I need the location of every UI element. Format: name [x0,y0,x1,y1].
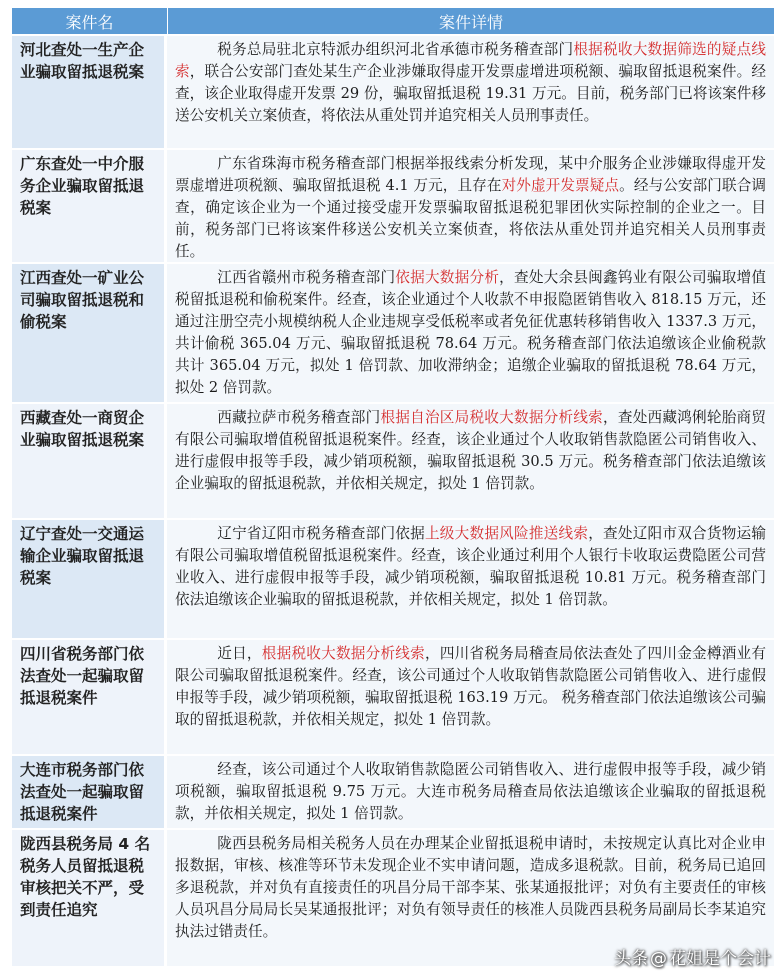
detail-text: 近日， [217,645,262,662]
detail-text: 税务总局驻北京特派办组织河北省承德市税务稽查部门 [217,41,574,58]
table-header [12,8,774,36]
detail-text: ，查处大余县闽鑫钨业有限公司骗取增值税留抵退税和偷税案件。经查，该企业通过个人收款不申报隐匿销售收入 818.15 万元，还通过注册空壳小规模纳税人企业违规享受低税率或者免征优惠转移销售收入 1337.3 万元，共计偷税 365.04 万元、骗取留抵退税 78.64 万元。税务稽查部门依法追缴该企业偷税款共计 365.04 万元，拟处 1 倍罚款、加收滞纳金；追缴企业骗取的留抵退税 78.64 万元，拟处 2 倍罚款。 [175,269,766,396]
detail-text: 江西省赣州市税务稽查部门 [217,269,396,286]
table-row [12,404,774,520]
table-row [12,150,774,264]
detail-text: 陇西县税务局相关税务人员在办理某企业留抵退税申请时，未按规定认真比对企业申报数据，审核、核准等环节未发现企业不实申请问题，造成多退税款。目前，税务局已追回多退税款，并对负有直接责任的巩昌分局干部李某、张某通报批评；对负有主要责任的审核人员巩昌分局局长吴某通报批评；对负有领导责任的核准人员陇西县税务局副局长李某追究执法过错责任。 [175,835,766,940]
watermark-platform: 头条 [614,949,648,969]
detail-highlight: 根据自治区局税收大数据分析线索 [380,409,604,426]
table-row [12,756,774,830]
case-name: 辽宁查处一交通运 输企业骗取留抵退 税案 [12,520,167,638]
case-detail [167,756,774,828]
detail-highlight: 根据税收大数据分析线索 [261,645,425,662]
detail-highlight: 对外虚开发票疑点 [501,177,620,194]
source-watermark [614,944,771,969]
detail-text: 。经与公安部门联合调查，确定该企业为一个通过接受虚开发票骗取留抵退税犯罪团伙实际控制的企业之一。目前，税务部门已将该案件移送公安机关立案侦查，将依法从重处罚并追究相关人员刑事责任。 [175,177,766,260]
case-table [12,8,774,968]
detail-text: 辽宁省辽阳市税务稽查部门依据 [217,525,425,542]
table-row [12,36,774,150]
case-name: 大连市税务部门依 法查处一起骗取留 抵退税案件 [12,756,167,828]
watermark-at: @ [650,949,667,969]
case-detail [167,36,774,148]
header-case-name: 案件名 [12,8,168,34]
detail-text: ，查处辽阳市双合货物运输有限公司骗取增值税留抵退税案件。经查，该企业通过利用个人银行卡收取运费隐匿公司营业收入、进行虚假申报等手段，减少销项税额，骗取留抵退税 10.81 万元。税务稽查部门依法追缴该企业骗取的留抵退税款，并依相关规定，拟处 1 倍罚款。 [175,525,766,608]
case-detail [167,264,774,402]
case-name: 西藏查处一商贸企 业骗取留抵退税案 [12,404,167,518]
detail-text: ，四川省税务局稽查局依法查处了四川金金樽酒业有限公司骗取留抵退税案件。经查，该公司通过个人收取销售款隐匿公司销售收入、进行虚假申报等手段，减少销项税额，骗取留抵退税 163.19 万元。 税务稽查部门依法追缴该公司骗取的留抵退税款，并依相关规定，拟处 1 倍罚款。 [175,645,766,728]
watermark-account: 花姐是个会计 [669,949,771,969]
case-name: 四川省税务部门依 法查处一起骗取留 抵退税案件 [12,640,167,754]
detail-text: 经查，该公司通过个人收取销售款隐匿公司销售收入、进行虚假申报等手段，减少销项税额，骗取留抵退税 9.75 万元。大连市税务局稽查局依法追缴该企业骗取的留抵退税款，并依相关规定，拟处 1 倍罚款。 [175,761,766,822]
case-name: 河北查处一生产企 业骗取留抵退税案 [12,36,167,148]
case-detail [167,640,774,754]
case-name: 陇西县税务局 4 名 税务人员留抵退税 审核把关不严，受 到责任追究 [12,830,167,966]
table-row [12,520,774,640]
detail-highlight: 上级大数据风险推送线索 [424,525,589,542]
detail-highlight: 根据税收大数据筛选的疑点线索 [175,41,766,80]
case-name: 广东查处一中介服 务企业骗取留抵退 税案 [12,150,167,262]
table-row [12,264,774,404]
case-detail [167,150,774,262]
detail-text: 广东省珠海市税务稽查部门根据举报线索分析发现，某中介服务企业涉嫌取得虚开发票虚增进项税额、骗取留抵退税 4.1 万元，且存在 [175,155,766,194]
header-case-detail: 案件详情 [438,12,503,32]
detail-highlight: 依据大数据分析 [395,269,500,286]
detail-text: 西藏拉萨市税务稽查部门 [217,409,381,426]
case-detail [167,404,774,518]
detail-text: ，联合公安部门查处某生产企业涉嫌取得虚开发票虚增进项税额、骗取留抵退税案件。经查，该企业取得虚开发票 29 份，骗取留抵退税 19.31 万元。目前，税务部门已将该案件移送公安机关立案侦查，将依法从重处罚并追究相关人员刑事责任。 [175,63,766,124]
table-row [12,640,774,756]
case-detail [167,520,774,638]
detail-text: ，查处西藏鸿俐轮胎商贸有限公司骗取增值税留抵退税案件。经查，该企业通过个人收取销售款隐匿公司销售收入、进行虚假申报等手段，减少销项税额，骗取留抵退税 30.5 万元。税务稽查部门依法追缴该企业骗取的留抵退税款，并依相关规定，拟处 1 倍罚款。 [175,409,766,492]
case-name: 江西查处一矿业公 司骗取留抵退税和 偷税案 [12,264,167,402]
